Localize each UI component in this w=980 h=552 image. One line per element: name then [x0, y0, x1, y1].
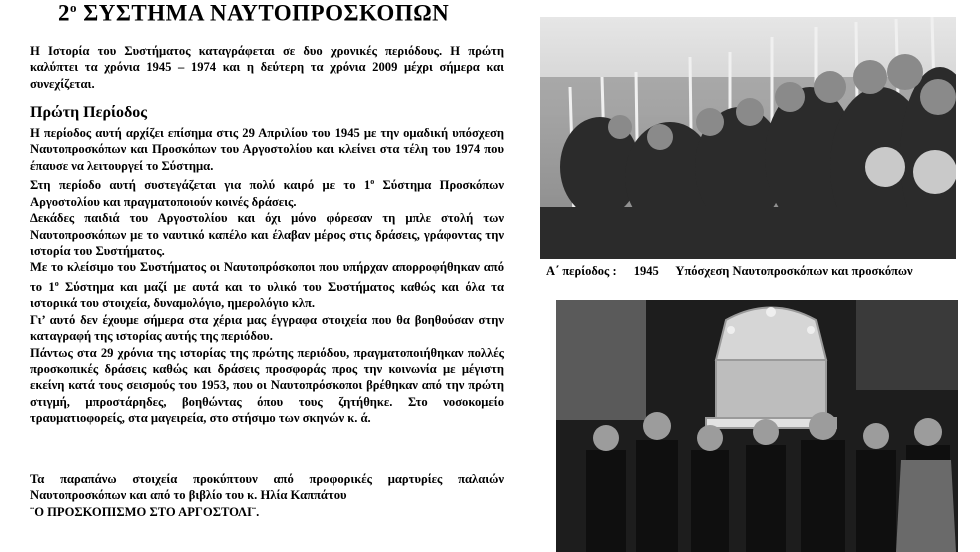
caption-description: Υπόσχεση Ναυτοπροσκόπων και προσκόπων: [675, 264, 913, 278]
sources-note: [30, 471, 504, 520]
paragraph-2-end: Σύστημα Προσκόπων Αργοστολίου και πραγματοποιούν κοινές δράσεις.: [30, 178, 504, 209]
paragraph-4: [30, 259, 504, 311]
paragraph-4-ordinal: ο: [54, 278, 59, 288]
paragraph-4-end: Σύστημα και μαζί με αυτά και το υλικό του Συστήματος καθώς και όλα τα ιστορικά του στοιχεία, δυναμολόγιο, ημερολόγιο κλπ.: [30, 280, 504, 311]
paragraph-2-ordinal: ο: [370, 177, 375, 187]
paragraph-4-start: Με το κλείσιμο του Συστήματος οι Ναυτοπρόσκοποι που υπήρχαν απορροφήθηκαν από το 1: [30, 260, 504, 295]
paragraph-2: [30, 174, 504, 210]
sources-line-1: Τα παραπάνω στοιχεία προκύπτουν από προφορικές μαρτυρίες παλαιών Ναυτοπροσκόπων και από το βιβλίο του κ. Ηλία Καππάτου: [30, 472, 504, 503]
title-number: 2: [58, 0, 70, 26]
paragraph-5: Γι’ αυτό δεν έχουμε σήμερα στα χέρια μας έγγραφα στοιχεία που θα βοηθούσαν στην καταγραφή της ιστορίας αυτής της περιόδου.: [30, 312, 504, 344]
sources-line-2: ¨Ο ΠΡΟΣΚΟΠΙΣΜΟ ΣΤΟ ΑΡΓΟΣΤΟΛΙ¨.: [30, 504, 260, 519]
photo-scouts-oath: [540, 17, 956, 259]
photo-caption: [546, 264, 966, 279]
paragraph-2-start: Στη περίοδο αυτή συστεγάζεται για πολύ καιρό με το 1: [30, 178, 371, 193]
photo-procession-graphic: [556, 300, 958, 552]
page-title: [58, 0, 498, 27]
body-text: [30, 125, 504, 427]
caption-year: 1945: [633, 264, 659, 278]
title-text: ΣΥΣΤΗΜΑ ΝΑΥΤΟΠΡΟΣΚΟΠΩΝ: [83, 0, 450, 26]
title-ordinal: ο: [70, 0, 77, 15]
section-heading: Πρώτη Περίοδος: [30, 104, 148, 121]
photo-scouts-oath-graphic: [540, 17, 956, 259]
photo-procession: [556, 300, 958, 552]
paragraph-6: Πάντως στα 29 χρόνια της ιστορίας της πρώτης περιόδου, πραγματοποιήθηκαν πολλές προσκοπικές δράσεις καθώς και δράσεις προσφοράς προς την κοινωνία με μέγιστη εκείνη κατά τους σεισμούς του 1953, που οι Ναυτοπρόσκοποι βρέθηκαν από την πρώτη στιγμή, μπροστάρηδες, βοηθώντας όπου τους ζητήθηκε. Στο νοσοκομείο τραυματιοφορείς, στα μαγειρεία, στο στήσιμο των σκηνών κ. ά.: [30, 345, 504, 426]
paragraph-3: Δεκάδες παιδιά του Αργοστολίου και όχι μόνο φόρεσαν τη μπλε στολή των Ναυτοπροσκόπων με το ναυτικό καπέλο και έλαβαν μέρος στις δράσεις, γράφοντας την ιστορία του Συστήματος.: [30, 211, 504, 259]
intro-text: Η Ιστορία του Συστήματος καταγράφεται σε δυο χρονικές περιόδους. Η πρώτη καλύπτει τα χρόνια 1945 – 1974 και η δεύτερη τα χρόνια 2009 μέχρι σήμερα και συνεχίζεται.: [30, 44, 504, 91]
paragraph-1: Η περίοδος αυτή αρχίζει επίσημα στις 29 Απριλίου του 1945 με την ομαδική υπόσχεση Ναυτοπροσκόπων και Προσκόπων του Αργοστολίου και κλείνει στα τέλη του 1974 που έπαυσε να λειτουργεί το Σύστημα.: [30, 126, 504, 173]
caption-period: Α΄ περίοδος :: [546, 264, 617, 278]
intro-paragraph: [30, 43, 504, 92]
